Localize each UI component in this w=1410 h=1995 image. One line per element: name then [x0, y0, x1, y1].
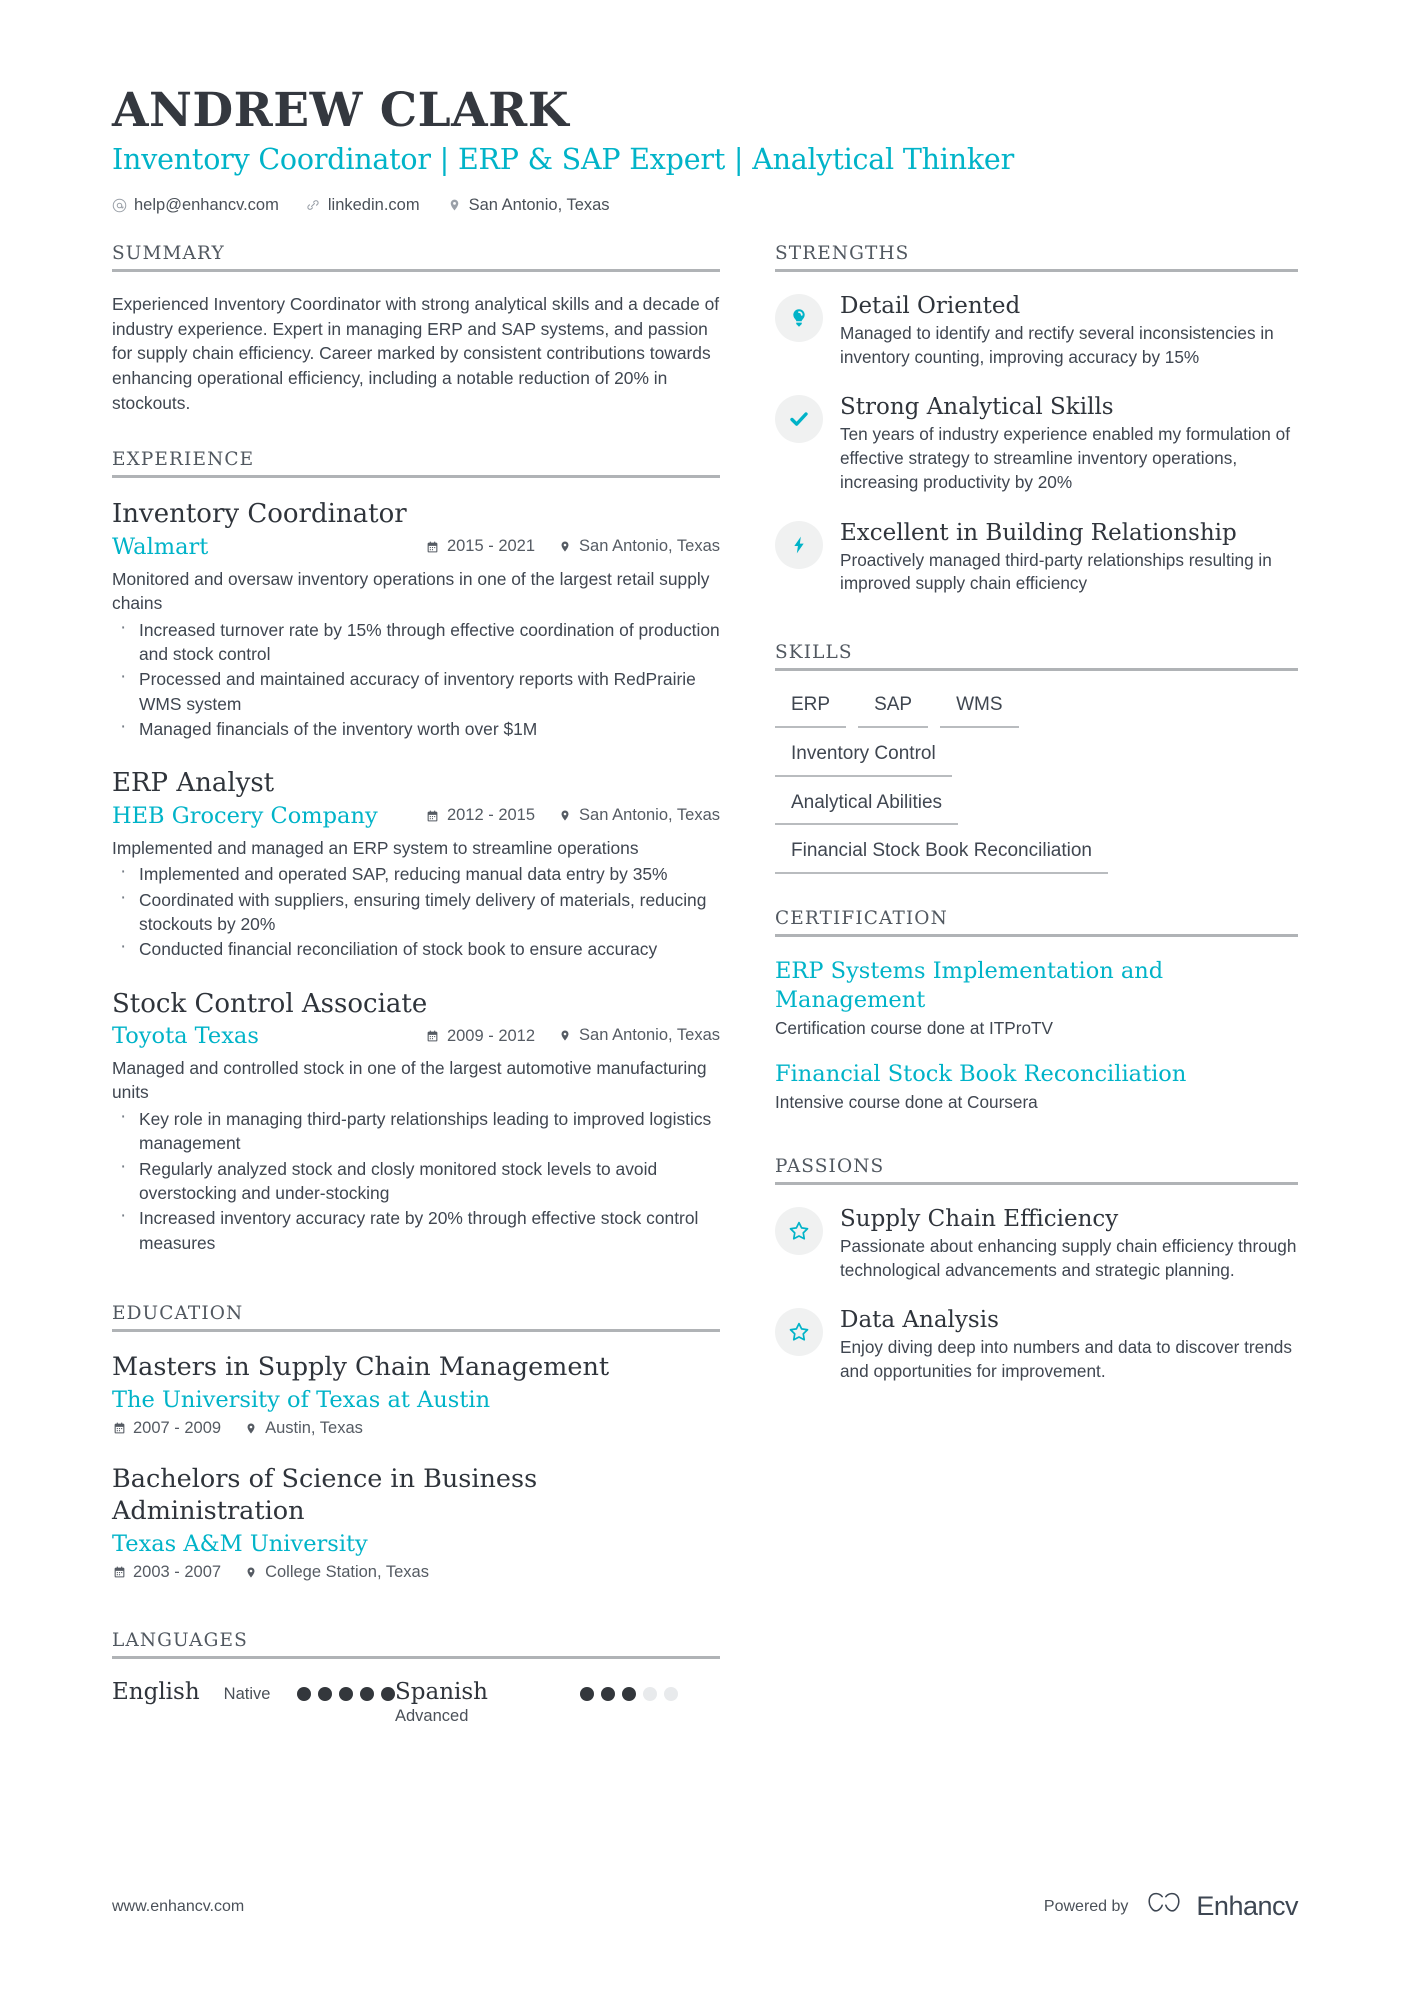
spacer: [775, 886, 1298, 908]
passion-description: Enjoy diving deep into numbers and data to discover trends and opportunities for improvement.: [840, 1337, 1292, 1382]
bullet-item: · Regularly analyzed stock and closly monitored stock levels to avoid overstocking and under-stocking: [112, 1157, 720, 1206]
job-location: [558, 1026, 720, 1045]
passion-body: [840, 1205, 1298, 1283]
spacer: [112, 415, 720, 449]
skills-heading: SKILLS: [775, 642, 853, 664]
link-icon: [306, 197, 321, 214]
certification-description: Intensive course done at Coursera: [775, 1091, 1038, 1112]
languages-grid: [112, 1679, 720, 1727]
language-level: Advanced: [395, 1706, 469, 1725]
education-location-text: College Station, Texas: [265, 1562, 429, 1581]
education-dates-text: 2003 - 2007: [133, 1562, 222, 1581]
section-skills: [775, 642, 1298, 886]
calendar-icon: [112, 1564, 126, 1580]
job-dates: [426, 1027, 535, 1046]
passion-description: Passionate about enhancing supply chain efficiency through technological advancements and strategic planning.: [840, 1235, 1297, 1280]
page-footer: [112, 1890, 1298, 1923]
contact-email-text: help@enhancv.com: [134, 195, 279, 214]
languages-heading: LANGUAGES: [112, 1629, 248, 1651]
language-labels: [395, 1679, 488, 1727]
enhancv-logo[interactable]: [1142, 1890, 1298, 1923]
passion-title: Supply Chain Efficiency: [840, 1205, 1119, 1232]
contact-linkedin-text: linkedin.com: [327, 195, 420, 214]
skill-chip[interactable]: Analytical Abilities: [775, 789, 958, 826]
job-meta: [112, 803, 720, 830]
section-passions: [775, 1156, 1298, 1384]
strengths-heading: STRENGTHS: [775, 242, 910, 264]
job-dates-text: 2015 - 2021: [446, 537, 536, 556]
experience-entry: [112, 498, 720, 741]
email-icon: [112, 197, 127, 214]
star-icon: [775, 1308, 823, 1356]
bullet-item: · Managed financials of the inventory worth over $1M: [112, 717, 720, 741]
passion-item: [775, 1306, 1298, 1384]
job-location: [558, 537, 720, 556]
certification-entry: [775, 957, 1298, 1040]
certification-name[interactable]: ERP Systems Implementation and Management: [775, 958, 1164, 1013]
strength-item: [775, 519, 1298, 597]
job-location-text: San Antonio, Texas: [579, 1026, 720, 1045]
certification-heading: CERTIFICATION: [775, 908, 948, 930]
strength-body: [840, 393, 1298, 494]
rating-dot: [601, 1687, 615, 1701]
degree-title: Masters in Supply Chain Management: [112, 1352, 610, 1382]
experience-heading: EXPERIENCE: [112, 449, 255, 471]
skill-chip-row: [775, 691, 1298, 728]
location-pin-icon: [558, 807, 572, 823]
rating-dot: [580, 1687, 594, 1701]
section-divider: [775, 668, 1298, 671]
check-icon: [775, 395, 823, 443]
experience-entry: [112, 767, 720, 961]
job-bullets: [112, 1107, 720, 1255]
section-divider: [112, 475, 720, 478]
skill-chip-row: [775, 789, 1298, 826]
company-name[interactable]: Walmart: [112, 533, 209, 560]
education-meta: [112, 1563, 720, 1582]
language-name: English: [112, 1678, 200, 1705]
school-name[interactable]: The University of Texas at Austin: [112, 1386, 491, 1413]
enhancv-wordmark: Enhancv: [1196, 1891, 1298, 1921]
bullet-item: · Processed and maintained accuracy of inventory reports with RedPrairie WMS system: [112, 667, 720, 716]
bullet-item: · Conducted financial reconciliation of stock book to ensure accuracy: [112, 937, 720, 961]
certification-name[interactable]: Financial Stock Book Reconciliation: [775, 1060, 1187, 1087]
page-title: ANDREW CLARK: [112, 83, 570, 138]
education-meta: [112, 1419, 720, 1438]
calendar-icon: [426, 1028, 440, 1044]
education-dates-text: 2007 - 2009: [133, 1418, 222, 1437]
strength-title: Excellent in Building Relationship: [840, 519, 1237, 546]
school-name[interactable]: Texas A&M University: [112, 1530, 368, 1557]
right-column: [775, 243, 1298, 1727]
rating-dot: [643, 1687, 657, 1701]
strength-item: [775, 292, 1298, 370]
section-education: [112, 1303, 720, 1582]
skill-chip[interactable]: SAP: [858, 691, 928, 728]
language-item: [112, 1679, 395, 1727]
skill-chip[interactable]: ERP: [775, 691, 846, 728]
certification-description: Certification course done at ITProTV: [775, 1017, 1053, 1038]
language-item: [395, 1679, 678, 1727]
powered-by-label: Powered by: [1043, 1897, 1129, 1915]
job-description: Implemented and managed an ERP system to streamline operations: [112, 837, 639, 858]
skill-chip[interactable]: Inventory Control: [775, 740, 952, 777]
job-dates: [426, 806, 535, 825]
contact-linkedin[interactable]: [306, 196, 420, 215]
footer-website[interactable]: www.enhancv.com: [112, 1897, 245, 1915]
bullet-item: · Increased turnover rate by 15% through effective coordination of production and stock control: [112, 618, 720, 667]
certification-entry: [775, 1060, 1298, 1114]
lightning-bolt-icon: [775, 521, 823, 569]
resume-header: [0, 0, 1410, 215]
rating-dot: [381, 1687, 395, 1701]
contact-row: [112, 196, 1410, 215]
section-experience: [112, 449, 720, 1255]
job-title: Stock Control Associate: [112, 988, 428, 1019]
location-pin-icon: [244, 1564, 258, 1580]
contact-email[interactable]: [112, 196, 279, 215]
strength-description: Ten years of industry experience enabled my formulation of effective strategy to streamline inventory operations, increasing productivity by 20%: [840, 424, 1290, 492]
passion-title: Data Analysis: [840, 1307, 999, 1334]
bullet-item: · Coordinated with suppliers, ensuring timely delivery of materials, reducing stockouts by 20%: [112, 888, 720, 937]
education-heading: EDUCATION: [112, 1303, 244, 1324]
strength-item: [775, 393, 1298, 494]
section-strengths: [775, 243, 1298, 596]
job-description: Managed and controlled stock in one of the largest automotive manufacturing units: [112, 1058, 707, 1103]
calendar-icon: [426, 539, 440, 555]
section-divider: [775, 269, 1298, 272]
strength-description: Proactively managed third-party relationships resulting in improved supply chain efficiency: [840, 549, 1272, 594]
skill-chip-row: [775, 837, 1298, 874]
section-divider: [112, 1329, 720, 1332]
section-divider: [775, 1182, 1298, 1185]
language-rating-dots: [580, 1679, 678, 1701]
language-level-wrap: [224, 1683, 271, 1705]
strength-body: [840, 519, 1298, 597]
section-divider: [112, 1656, 720, 1659]
passions-heading: PASSIONS: [775, 1155, 885, 1177]
spacer: [775, 620, 1298, 642]
experience-entry: [112, 988, 720, 1255]
resume-body: [0, 243, 1410, 1727]
enhancv-mark-icon: [1142, 1890, 1186, 1923]
passion-item: [775, 1205, 1298, 1283]
job-location-text: San Antonio, Texas: [579, 536, 720, 555]
calendar-icon: [112, 1420, 126, 1436]
job-title: ERP Analyst: [112, 768, 275, 799]
education-entry: [112, 1352, 720, 1438]
skill-chip[interactable]: Financial Stock Book Reconciliation: [775, 837, 1108, 874]
strength-title: Detail Oriented: [840, 292, 1021, 319]
language-labels: [112, 1679, 270, 1705]
job-bullets: [112, 862, 720, 961]
location-pin-icon: [447, 197, 462, 214]
spacer: [775, 1134, 1298, 1156]
degree-title: Bachelors of Science in Business Administration: [112, 1463, 538, 1526]
job-dates-text: 2012 - 2015: [446, 806, 536, 825]
spacer: [112, 1281, 720, 1303]
contact-location: [447, 196, 610, 215]
section-languages: [112, 1630, 720, 1727]
company-name[interactable]: HEB Grocery Company: [112, 802, 378, 829]
powered-by-block: [1044, 1890, 1298, 1923]
job-title: Inventory Coordinator: [112, 499, 407, 530]
location-pin-icon: [558, 1028, 572, 1044]
job-location-text: San Antonio, Texas: [579, 805, 720, 824]
rating-dot: [339, 1687, 353, 1701]
spacer: [112, 1608, 720, 1630]
education-entry: [112, 1464, 720, 1582]
section-summary: [112, 243, 720, 416]
job-bullets: [112, 618, 720, 742]
skills-chip-list: [775, 691, 1298, 886]
summary-heading: SUMMARY: [112, 242, 225, 264]
job-dates: [426, 537, 535, 556]
section-divider: [775, 934, 1298, 937]
passion-body: [840, 1306, 1298, 1384]
job-dates-text: 2009 - 2012: [446, 1026, 536, 1045]
education-location: [244, 1563, 429, 1582]
strength-title: Strong Analytical Skills: [840, 394, 1114, 421]
star-icon: [775, 1207, 823, 1255]
summary-text: Experienced Inventory Coordinator with strong analytical skills and a decade of industry experience. Expert in managing ERP and SAP systems, and passion for supply chain efficiency. Career marked by consistent contributions towards enhancing operational efficiency, including a notable reduction of 20% in stockouts.: [112, 293, 720, 413]
strength-description: Managed to identify and rectify several inconsistencies in inventory counting, improving accuracy by 15%: [840, 322, 1274, 367]
rating-dot: [318, 1687, 332, 1701]
job-meta: [112, 534, 720, 561]
location-pin-icon: [244, 1420, 258, 1436]
section-divider: [112, 269, 720, 272]
contact-location-text: San Antonio, Texas: [468, 195, 610, 214]
left-column: [112, 243, 775, 1727]
location-pin-icon: [558, 538, 572, 554]
rating-dot: [360, 1687, 374, 1701]
rating-dot: [622, 1687, 636, 1701]
strength-body: [840, 292, 1298, 370]
language-level: Native: [223, 1684, 271, 1703]
language-name: Spanish: [395, 1678, 488, 1705]
job-meta: [112, 1023, 720, 1050]
section-certification: [775, 908, 1298, 1114]
skill-chip-row: [775, 740, 1298, 777]
education-location-text: Austin, Texas: [265, 1418, 363, 1437]
company-name[interactable]: Toyota Texas: [112, 1023, 259, 1050]
lightbulb-icon: [775, 294, 823, 342]
job-location: [558, 806, 720, 825]
education-dates: [112, 1563, 221, 1582]
education-dates: [112, 1419, 221, 1438]
bullet-item: · Implemented and operated SAP, reducing manual data entry by 35%: [112, 862, 720, 886]
language-name-wrap: [395, 1679, 488, 1727]
calendar-icon: [426, 808, 440, 824]
language-rating-dots: [297, 1679, 395, 1701]
professional-headline: Inventory Coordinator | ERP & SAP Expert | Analytical Thinker: [112, 142, 1015, 176]
job-description: Monitored and oversaw inventory operations in one of the largest retail supply chains: [112, 568, 710, 614]
bullet-item: · Increased inventory accuracy rate by 20% through effective stock control measures: [112, 1206, 720, 1255]
education-location: [244, 1419, 363, 1438]
bullet-item: · Key role in managing third-party relationships leading to improved logistics management: [112, 1107, 720, 1156]
rating-dot: [664, 1687, 678, 1701]
rating-dot: [297, 1687, 311, 1701]
skill-chip[interactable]: WMS: [940, 691, 1018, 728]
